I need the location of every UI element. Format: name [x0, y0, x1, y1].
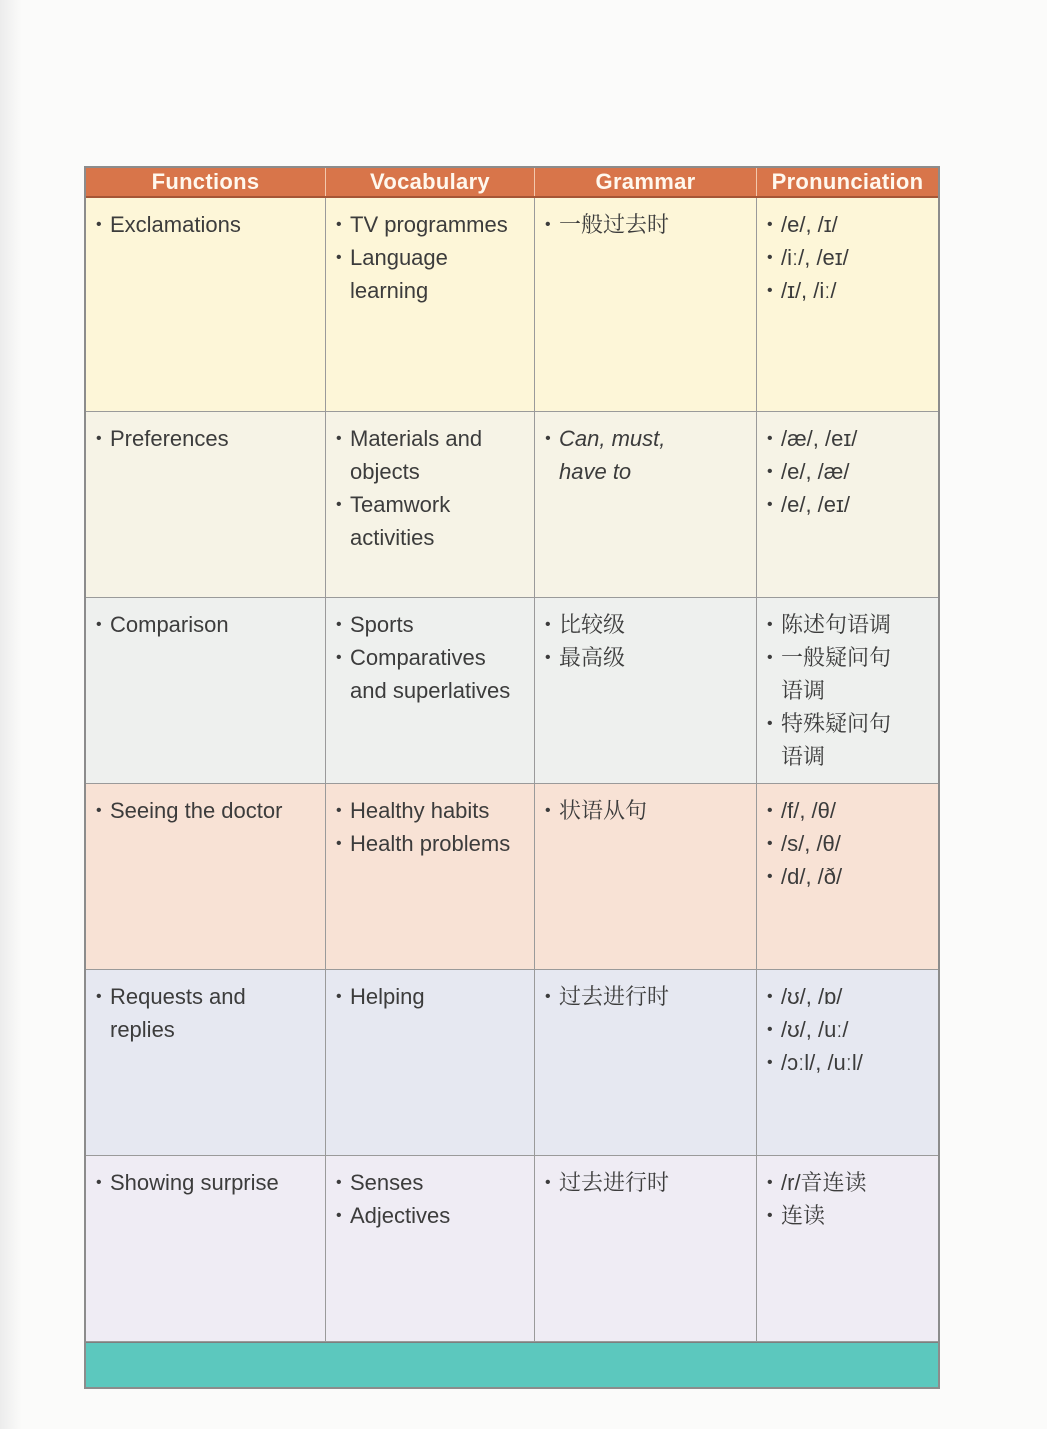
list-item: • /e/, /ɪ/ [767, 208, 932, 241]
pronunciation-cell [757, 198, 938, 411]
list-item: • 过去进行时 [545, 1166, 750, 1199]
functions-cell [86, 198, 326, 411]
list-item: • /f/, /θ/ [767, 794, 932, 827]
list-item: • Materials and objects [336, 422, 528, 488]
table-row [86, 412, 938, 598]
list-item: • 一般过去时 [545, 208, 750, 241]
list-item: • /ʊ/, /uː/ [767, 1013, 932, 1046]
list-item: • Health problems [336, 827, 528, 860]
syllabus-table [84, 166, 940, 1389]
footer-bar [86, 1342, 938, 1387]
list-item: • 过去进行时 [545, 980, 750, 1013]
list-item: • Sports [336, 608, 528, 641]
list-item: • Comparison [96, 608, 319, 641]
pronunciation-cell [757, 784, 938, 969]
list-item: • Language learning [336, 241, 528, 307]
vocabulary-cell [326, 970, 535, 1155]
list-item: • 最高级 [545, 641, 750, 674]
list-item: • Adjectives [336, 1199, 528, 1232]
list-item: • Requests and replies [96, 980, 319, 1046]
vocabulary-cell [326, 598, 535, 783]
list-item: • TV programmes [336, 208, 528, 241]
list-item: • /e/, /æ/ [767, 455, 932, 488]
list-item: • Showing surprise [96, 1166, 319, 1199]
functions-cell [86, 598, 326, 783]
functions-cell [86, 970, 326, 1155]
grammar-cell [535, 970, 757, 1155]
pronunciation-cell [757, 412, 938, 597]
page-edge-shadow [0, 0, 22, 1429]
grammar-cell [535, 1156, 757, 1341]
pronunciation-cell [757, 970, 938, 1155]
list-item: • Preferences [96, 422, 319, 455]
vocabulary-cell [326, 784, 535, 969]
list-item: • Helping [336, 980, 528, 1013]
pronunciation-cell [757, 598, 938, 783]
table-row [86, 1156, 938, 1342]
list-item: • /r/音连读 [767, 1166, 932, 1199]
vocabulary-cell [326, 198, 535, 411]
list-item: • /iː/, /eɪ/ [767, 241, 932, 274]
list-item: • Comparatives and superlatives [336, 641, 528, 707]
list-item: • Healthy habits [336, 794, 528, 827]
vocabulary-cell [326, 412, 535, 597]
list-item: • 特殊疑问句 语调 [767, 707, 932, 773]
functions-cell [86, 784, 326, 969]
header-vocabulary: Vocabulary [326, 168, 535, 196]
grammar-cell [535, 784, 757, 969]
list-item: • /s/, /θ/ [767, 827, 932, 860]
list-item: • /ɔːl/, /uːl/ [767, 1046, 932, 1079]
functions-cell [86, 1156, 326, 1341]
list-item: • 陈述句语调 [767, 608, 932, 641]
list-item: • Exclamations [96, 208, 319, 241]
grammar-cell [535, 198, 757, 411]
header-grammar: Grammar [535, 168, 757, 196]
table-header-row [86, 168, 938, 198]
list-item: • 比较级 [545, 608, 750, 641]
table-row [86, 970, 938, 1156]
list-item: • 一般疑问句 语调 [767, 641, 932, 707]
list-item: • /ʊ/, /ɒ/ [767, 980, 932, 1013]
vocabulary-cell [326, 1156, 535, 1341]
list-item: • Can, must, have to [545, 422, 750, 488]
header-functions: Functions [86, 168, 326, 196]
list-item: • /e/, /eɪ/ [767, 488, 932, 521]
list-item: • Teamwork activities [336, 488, 528, 554]
functions-cell [86, 412, 326, 597]
grammar-cell [535, 598, 757, 783]
list-item: • Seeing the doctor [96, 794, 319, 827]
table-row [86, 598, 938, 784]
table-row [86, 198, 938, 412]
list-item: • /ɪ/, /iː/ [767, 274, 932, 307]
header-pronunciation: Pronunciation [771, 169, 924, 194]
pronunciation-cell [757, 1156, 938, 1341]
list-item: • Senses [336, 1166, 528, 1199]
table-row [86, 784, 938, 970]
list-item: • /æ/, /eɪ/ [767, 422, 932, 455]
list-item: • 连读 [767, 1199, 932, 1232]
list-item: • 状语从句 [545, 794, 750, 827]
list-item: • /d/, /ð/ [767, 860, 932, 893]
grammar-cell [535, 412, 757, 597]
